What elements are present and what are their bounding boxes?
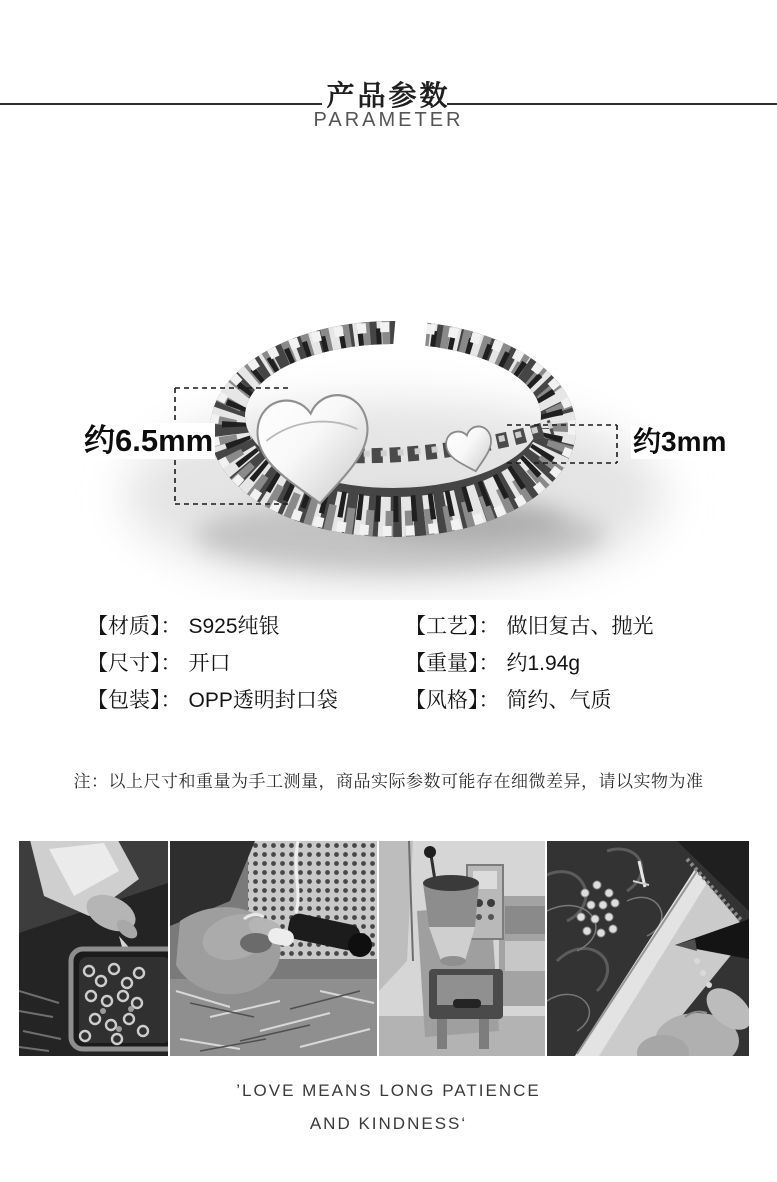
spec-size: 【尺寸】： 开口 [87,652,231,675]
spec-craft: 【工艺】： 做旧复古、抛光 [405,615,654,638]
measurement-disclaimer-note: 注：以上尺寸和重量为手工测量，商品实际参数可能存在细微差异，请以实物为准 [73,772,704,791]
process-photo-strip [19,841,749,1056]
spec-weight: 【重量】： 约1.94g [405,652,581,675]
spec-style: 【风格】： 简约、气质 [405,689,612,712]
chain-assembly-illustration [547,841,749,1056]
process-photo-chain-assembly [547,841,749,1056]
spec-column-left [87,608,338,719]
spec-material: 【材质】： S925纯银 [87,615,280,638]
spec-list [0,608,777,720]
ring-product-photo [0,145,777,600]
footer-quote-line2: AND KINDNESS‘ [309,1114,468,1133]
footer-quote [0,1074,777,1140]
process-photo-polishing [170,841,377,1056]
spec-packaging: 【包装】： OPP透明封口袋 [87,689,338,712]
process-photo-casting-machine [379,841,545,1056]
process-photo-sorting-rings [19,841,168,1056]
ring-opening-gap [393,297,430,354]
spec-column-right [405,608,654,719]
band-thickness-dimension-label: 约3mm [633,426,727,457]
sorting-rings-illustration [19,841,168,1056]
section-title: 产品参数 [326,80,451,111]
casting-machine-illustration [379,841,545,1056]
footer-quote-line1: ’LOVE MEANS LONG PATIENCE [236,1081,541,1100]
section-subtitle: PARAMETER [313,109,464,131]
ring-figure [0,145,777,600]
band-width-dimension-label: 约6.5mm [84,423,214,458]
polishing-illustration [170,841,377,1056]
